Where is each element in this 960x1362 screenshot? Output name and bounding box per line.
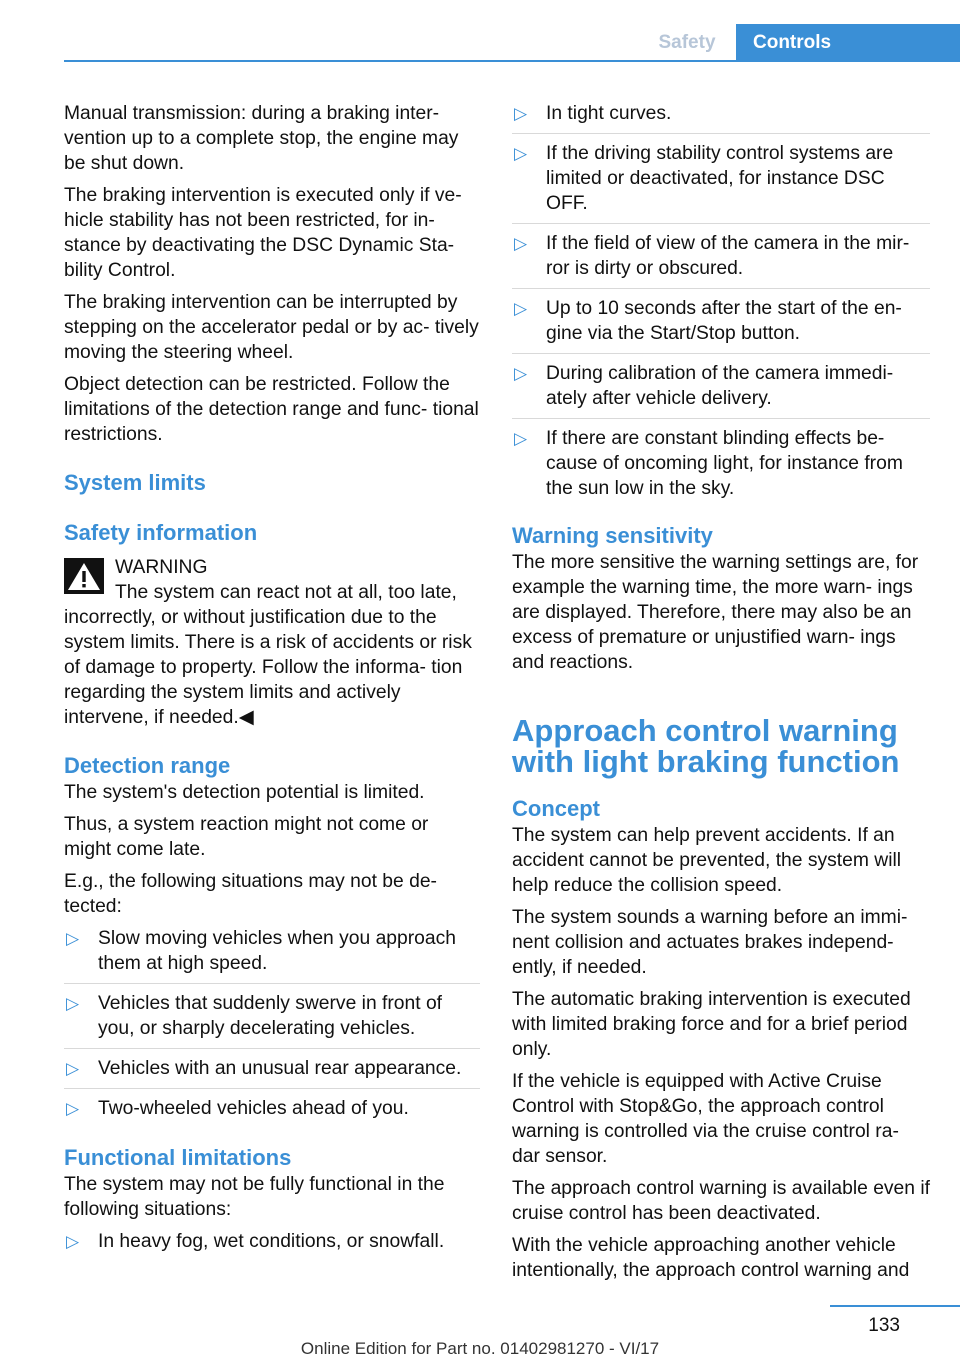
paragraph: Manual transmission: during a braking inter‐ vention up to a complete stop, the engine may be shut down. [64, 103, 459, 174]
header-rule [64, 60, 960, 62]
triangle-bullet-icon: ▷ [66, 994, 80, 1013]
functional-list [64, 1229, 480, 1261]
paragraph: E.g., the following situations may not be de‐ tected: [64, 871, 437, 917]
paragraph: The system sounds a warning before an immi‐ nent collision and actuates brakes independ‐ ently, if needed. [512, 907, 908, 978]
list-item: ▷ Two-wheeled vehicles ahead of you. [66, 1098, 409, 1119]
warning-text-continued: incorrectly, or without justification due to the system limits. There is a risk of accidents or risk of damage to property. Follow the informa‐ tion regarding the system limits and actively intervene, if needed.◀ [64, 607, 472, 728]
paragraph: The braking intervention is executed only if ve‐ hicle stability has not been restricted, for in‐ stance by deactivating the DSC Dynamic Sta‐ bility Control. [64, 185, 462, 281]
triangle-bullet-icon: ▷ [514, 234, 528, 253]
paragraph: The system's detection potential is limited. [64, 782, 425, 803]
triangle-bullet-icon: ▷ [66, 1059, 80, 1078]
heading-safety-information: Safety information [64, 520, 258, 545]
heading-warning-sensitivity: Warning sensitivity [512, 523, 713, 548]
heading-concept: Concept [512, 796, 600, 821]
paragraph: The system can help prevent accidents. If an accident cannot be prevented, the system will help reduce the collision speed. [512, 825, 902, 896]
warning-text: The system can react not at all, too late, [115, 582, 457, 603]
paragraph: Object detection can be restricted. Follow the limitations of the detection range and func‐ tional restrictions. [64, 374, 479, 445]
triangle-bullet-icon: ▷ [66, 929, 80, 948]
page-number: 133 [868, 1315, 900, 1336]
tab-safety[interactable]: Safety [638, 24, 736, 61]
paragraph: Thus, a system reaction might not come or might come late. [64, 814, 429, 860]
list-item: ▷ During calibration of the camera immedi‐ ately after vehicle delivery. [512, 361, 930, 419]
paragraph: The automatic braking intervention is executed with limited braking force and for a brief period only. [512, 989, 911, 1060]
list-item: ▷ Slow moving vehicles when you approach them at high speed. [64, 926, 480, 984]
triangle-bullet-icon: ▷ [514, 104, 528, 123]
triangle-bullet-icon: ▷ [514, 364, 528, 383]
heading-functional-limitations: Functional limitations [64, 1145, 292, 1170]
list-item: ▷ If there are constant blinding effects be‐ cause of oncoming light, for instance from the sun low in the sky. [514, 428, 903, 499]
paragraph: With the vehicle approaching another vehicle intentionally, the approach control warning and [512, 1235, 910, 1281]
footer-rule [830, 1305, 960, 1307]
warning-label: WARNING [115, 557, 208, 578]
heading-approach-control-warning: Approach control warning with light braking function [512, 713, 900, 779]
triangle-bullet-icon: ▷ [66, 1232, 80, 1251]
right-column [512, 101, 930, 1290]
triangle-bullet-icon: ▷ [514, 429, 528, 448]
paragraph: The more sensitive the warning settings are, for example the warning time, the more warn‐ ings are displayed. Therefore, there may also be an excess of premature or unjustified warn‐ ings and reactions. [512, 552, 919, 673]
triangle-bullet-icon: ▷ [66, 1099, 80, 1118]
list-item: ▷ Vehicles that suddenly swerve in front of you, or sharply decelerating vehicles. [64, 991, 480, 1049]
heading-detection-range: Detection range [64, 753, 231, 778]
triangle-bullet-icon: ▷ [514, 144, 528, 163]
list-item: ▷ Vehicles with an unusual rear appearance. [64, 1056, 480, 1089]
tab-controls[interactable]: Controls [736, 24, 960, 61]
paragraph: The approach control warning is available even if cruise control has been deactivated. [512, 1178, 931, 1224]
list-item: ▷ Up to 10 seconds after the start of the en‐ gine via the Start/Stop button. [512, 296, 930, 354]
header-tabs [638, 24, 960, 61]
list-item: ▷ In tight curves. [512, 101, 930, 134]
list-item: ▷ If the driving stability control systems are limited or deactivated, for instance DSC OFF. [512, 141, 930, 224]
footer-edition: Online Edition for Part no. 01402981270 - VI/17 [300, 1339, 660, 1358]
warning-triangle-icon [64, 558, 104, 594]
paragraph: The system may not be fully functional in the following situations: [64, 1174, 445, 1220]
left-column [64, 101, 480, 1268]
list-item: ▷ If the field of view of the camera in the mir‐ ror is dirty or obscured. [512, 231, 930, 289]
warning-block [64, 555, 480, 730]
heading-system-limits: System limits [64, 470, 206, 495]
paragraph: The braking intervention can be interrupted by stepping on the accelerator pedal or by ac‐ tively moving the steering wheel. [64, 292, 479, 363]
triangle-bullet-icon: ▷ [514, 299, 528, 318]
list-item: ▷ In heavy fog, wet conditions, or snowfall. [66, 1231, 445, 1252]
situations-list [512, 101, 930, 508]
paragraph: If the vehicle is equipped with Active Cruise Control with Stop&Go, the approach control warning is controlled via the cruise control ra‐ dar sensor. [512, 1071, 899, 1167]
detection-list [64, 926, 480, 1128]
